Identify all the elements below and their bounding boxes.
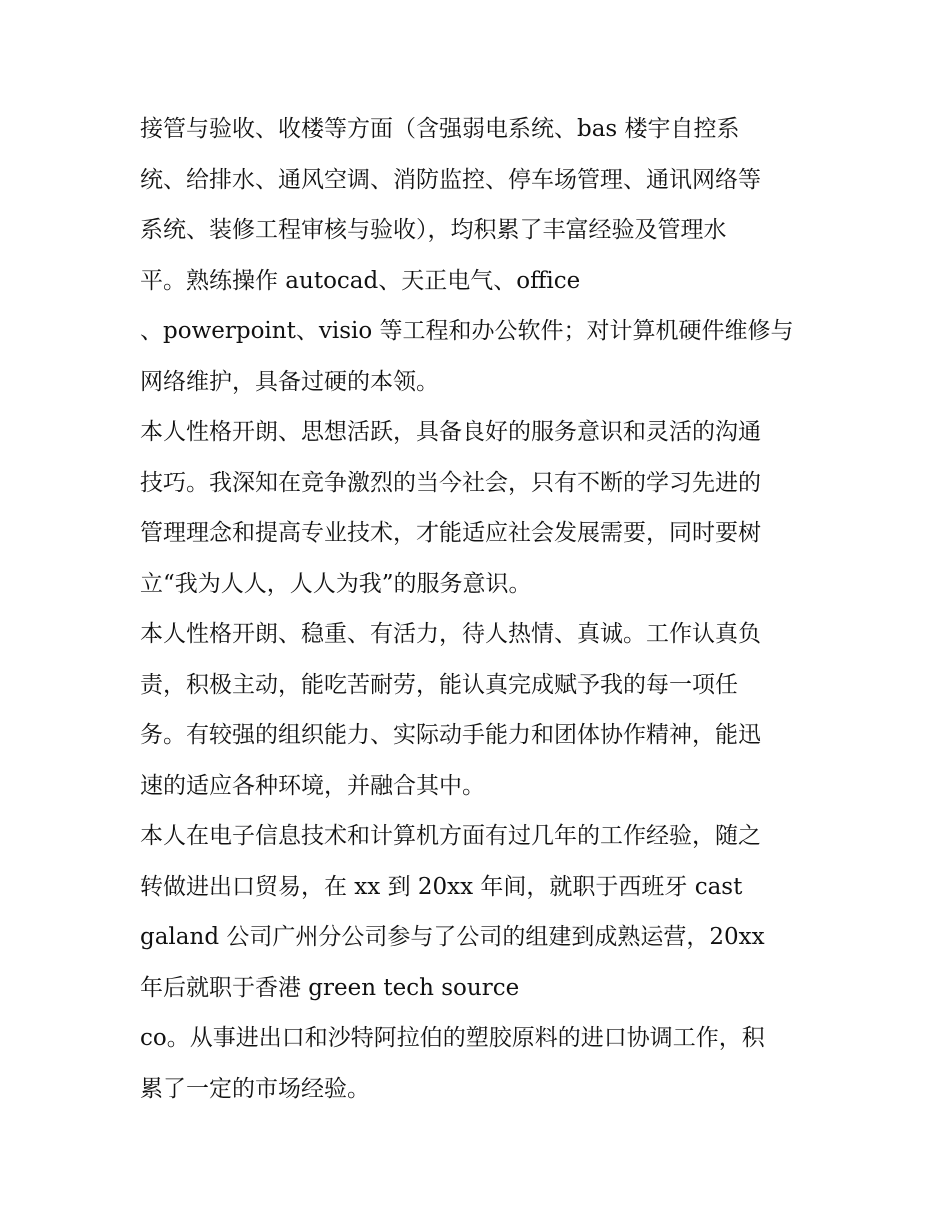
text-line: 责，积极主动，能吃苦耐劳，能认真完成赋予我的每一项任: [140, 671, 738, 698]
text-line: 系统、装修工程审核与验收），均积累了丰富经验及管理水: [140, 217, 727, 243]
text-line: 转做进出口贸易，在 xx 到 20xx 年间，就职于西班牙 cast: [140, 873, 743, 900]
text-line: 、powerpoint、visio 等工程和办公软件；对计算机硬件维修与: [140, 318, 794, 344]
document-body: [140, 104, 820, 1114]
text-line: 接管与验收、收楼等方面（含强弱电系统、bas 楼宇自控系: [140, 116, 740, 142]
text-line: 累了一定的市场经验。: [140, 1075, 370, 1102]
text-line: 年后就职于香港 green tech source: [140, 974, 520, 1001]
text-line: 管理理念和提高专业技术，才能适应社会发展需要，同时要树: [140, 520, 761, 546]
text-line: co。从事进出口和沙特阿拉伯的塑胶原料的进口协调工作，积: [140, 1025, 765, 1051]
text-line: 本人性格开朗、思想活跃，具备良好的服务意识和灵活的沟通: [140, 419, 761, 445]
text-line: 立“我为人人，人人为我”的服务意识。: [140, 570, 532, 597]
text-line: 本人性格开朗、稳重、有活力，待人热情、真诚。工作认真负: [140, 621, 761, 647]
text-line: 平。熟练操作 autocad、天正电气、office: [140, 267, 581, 294]
text-line: 统、给排水、通风空调、消防监控、停车场管理、通讯网络等: [140, 166, 761, 193]
text-line: 速的适应各种环境，并融合其中。: [140, 772, 485, 799]
text-line: 务。有较强的组织能力、实际动手能力和团体协作精神，能迅: [140, 722, 761, 748]
text-line: 网络维护，具备过硬的本领。: [140, 368, 439, 395]
text-line: 本人在电子信息技术和计算机方面有过几年的工作经验，随之: [140, 823, 761, 849]
text-line: 技巧。我深知在竞争激烈的当今社会，只有不断的学习先进的: [140, 469, 761, 496]
text-line: galand 公司广州分公司参与了公司的组建到成熟运营，20xx: [140, 924, 765, 950]
